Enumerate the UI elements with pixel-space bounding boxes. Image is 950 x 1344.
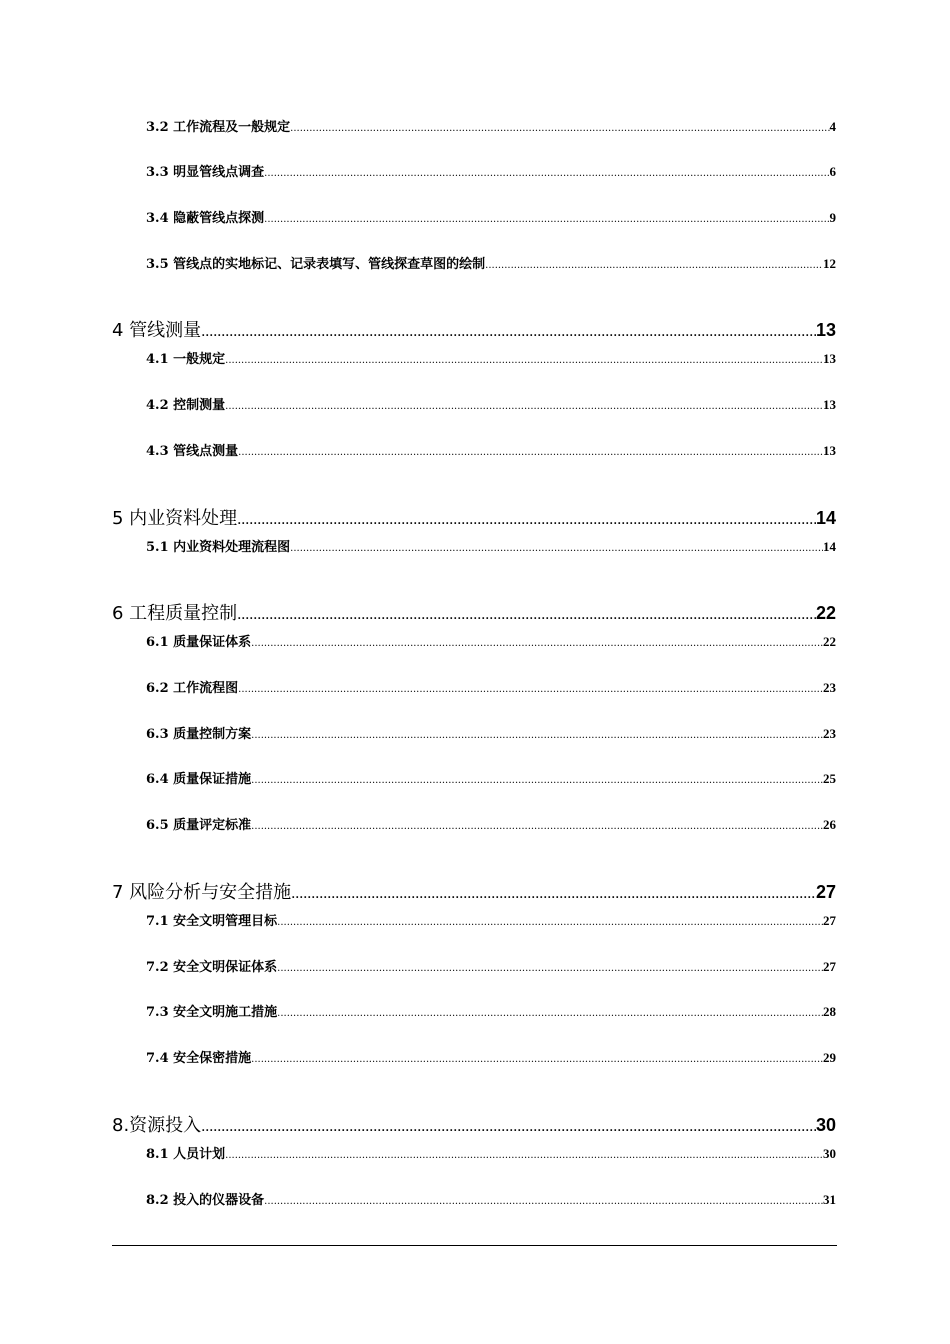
dot-leader (201, 323, 816, 341)
dot-leader (251, 730, 823, 741)
dot-leader (277, 1008, 823, 1019)
dot-leader (277, 963, 823, 974)
toc-entry-page: 31 (823, 1192, 836, 1207)
toc-entry-page: 12 (823, 256, 836, 271)
dot-leader (238, 447, 823, 458)
toc-entry-label: 3.5 管线点的实地标记、记录表填写、管线探查草图的绘制 (146, 257, 486, 272)
toc-entry-6-4[interactable] (146, 768, 836, 787)
toc-entry-label: 4.2 控制测量 (146, 398, 226, 413)
toc-entry-page: 30 (823, 1146, 836, 1161)
toc-entry-page: 22 (823, 634, 836, 649)
dot-leader (290, 123, 829, 134)
toc-entry-label: 3.2 工作流程及一般规定 (146, 120, 291, 135)
toc-entry-label: 6.1 质量保证体系 (146, 635, 252, 650)
toc-entry-6[interactable] (112, 599, 836, 625)
dot-leader (238, 684, 823, 695)
toc-entry-page: 29 (823, 1050, 836, 1065)
toc-entry-label: 6.2 工作流程图 (146, 681, 239, 696)
toc-entry-7-3[interactable] (146, 1001, 836, 1020)
toc-entry-4-3[interactable] (146, 440, 836, 459)
toc-entry-label: 6 工程质量控制 (112, 603, 238, 624)
dot-leader (225, 1150, 823, 1161)
toc-entry-page: 14 (823, 539, 836, 554)
dot-leader (225, 401, 823, 412)
toc-entry-3-4[interactable] (146, 207, 836, 226)
toc-entry-5[interactable] (112, 504, 836, 530)
toc-entry-page: 28 (823, 1004, 836, 1019)
toc-entry-6-5[interactable] (146, 814, 836, 833)
toc-entry-page: 27 (815, 882, 836, 902)
dot-leader (264, 214, 829, 225)
toc-entry-label: 5 内业资料处理 (112, 508, 238, 529)
toc-entry-4[interactable] (112, 316, 836, 342)
dot-leader (264, 168, 829, 179)
toc-entry-3-5[interactable] (146, 253, 836, 272)
toc-entry-4-2[interactable] (146, 394, 836, 413)
toc-entry-page: 27 (823, 913, 836, 928)
toc-entry-label: 6.5 质量评定标准 (146, 818, 252, 833)
toc-entry-page: 13 (823, 351, 836, 366)
dot-leader (277, 917, 823, 928)
toc-entry-7-4[interactable] (146, 1047, 836, 1066)
toc-entry-label: 5.1 内业资料处理流程图 (146, 540, 291, 555)
toc-entry-page: 27 (823, 959, 836, 974)
toc-entry-label: 7.2 安全文明保证体系 (146, 960, 278, 975)
toc-entry-page: 22 (815, 603, 836, 623)
toc-entry-page: 26 (823, 817, 836, 832)
dot-leader (251, 775, 823, 786)
toc-entry-7[interactable] (112, 878, 836, 904)
toc-entry-page: 25 (823, 771, 836, 786)
toc-entry-page: 14 (815, 508, 836, 528)
toc-entry-8-2[interactable] (146, 1189, 836, 1208)
dot-leader (225, 355, 823, 366)
toc-entry-6-1[interactable] (146, 631, 836, 650)
toc-entry-4-1[interactable] (146, 348, 836, 367)
toc-entry-label: 4.1 一般规定 (146, 352, 226, 367)
toc-entry-8[interactable] (112, 1111, 836, 1137)
toc-entry-label: 7.3 安全文明施工措施 (146, 1005, 278, 1020)
toc-entry-page: 13 (823, 397, 836, 412)
toc-entry-page: 23 (823, 726, 836, 741)
footer-divider (112, 1245, 837, 1246)
toc-entry-6-2[interactable] (146, 677, 836, 696)
dot-leader (485, 260, 823, 271)
toc-entry-label: 8.1 人员计划 (146, 1147, 226, 1162)
toc-entry-page: 6 (829, 164, 836, 179)
toc-entry-5-1[interactable] (146, 536, 836, 555)
toc-entry-label: 4.3 管线点测量 (146, 444, 239, 459)
toc-entry-label: 6.3 质量控制方案 (146, 727, 252, 742)
toc-entry-label: 7.1 安全文明管理目标 (146, 914, 278, 929)
toc-entry-8-1[interactable] (146, 1143, 836, 1162)
toc-entry-label: 3.3 明显管线点调查 (146, 165, 265, 180)
dot-leader (264, 1196, 823, 1207)
toc-entry-page: 9 (829, 210, 836, 225)
dot-leader (291, 885, 816, 903)
dot-leader (251, 638, 823, 649)
toc-entry-label: 8.2 投入的仪器设备 (146, 1193, 265, 1208)
toc-entry-label: 7 风险分析与安全措施 (112, 882, 292, 903)
dot-leader (290, 543, 823, 554)
dot-leader (237, 511, 816, 529)
toc-entry-page: 30 (815, 1115, 836, 1135)
toc-entry-3-3[interactable] (146, 161, 836, 180)
toc-entry-6-3[interactable] (146, 723, 836, 742)
dot-leader (251, 1054, 823, 1065)
toc-entry-label: 7.4 安全保密措施 (146, 1051, 252, 1066)
toc-entry-7-1[interactable] (146, 910, 836, 929)
dot-leader (251, 821, 823, 832)
toc-entry-page: 4 (829, 119, 836, 134)
toc-entry-label: 4 管线测量 (112, 320, 202, 341)
toc-entry-label: 6.4 质量保证措施 (146, 772, 252, 787)
dot-leader (201, 1118, 816, 1136)
toc-entry-page: 13 (823, 443, 836, 458)
dot-leader (237, 606, 816, 624)
toc-entry-label: 3.4 隐蔽管线点探测 (146, 211, 265, 226)
toc-entry-3-2[interactable] (146, 116, 836, 135)
toc-entry-page: 23 (823, 680, 836, 695)
toc-entry-7-2[interactable] (146, 956, 836, 975)
toc-entry-label: 8.资源投入 (112, 1115, 202, 1136)
toc-entry-page: 13 (815, 320, 836, 340)
